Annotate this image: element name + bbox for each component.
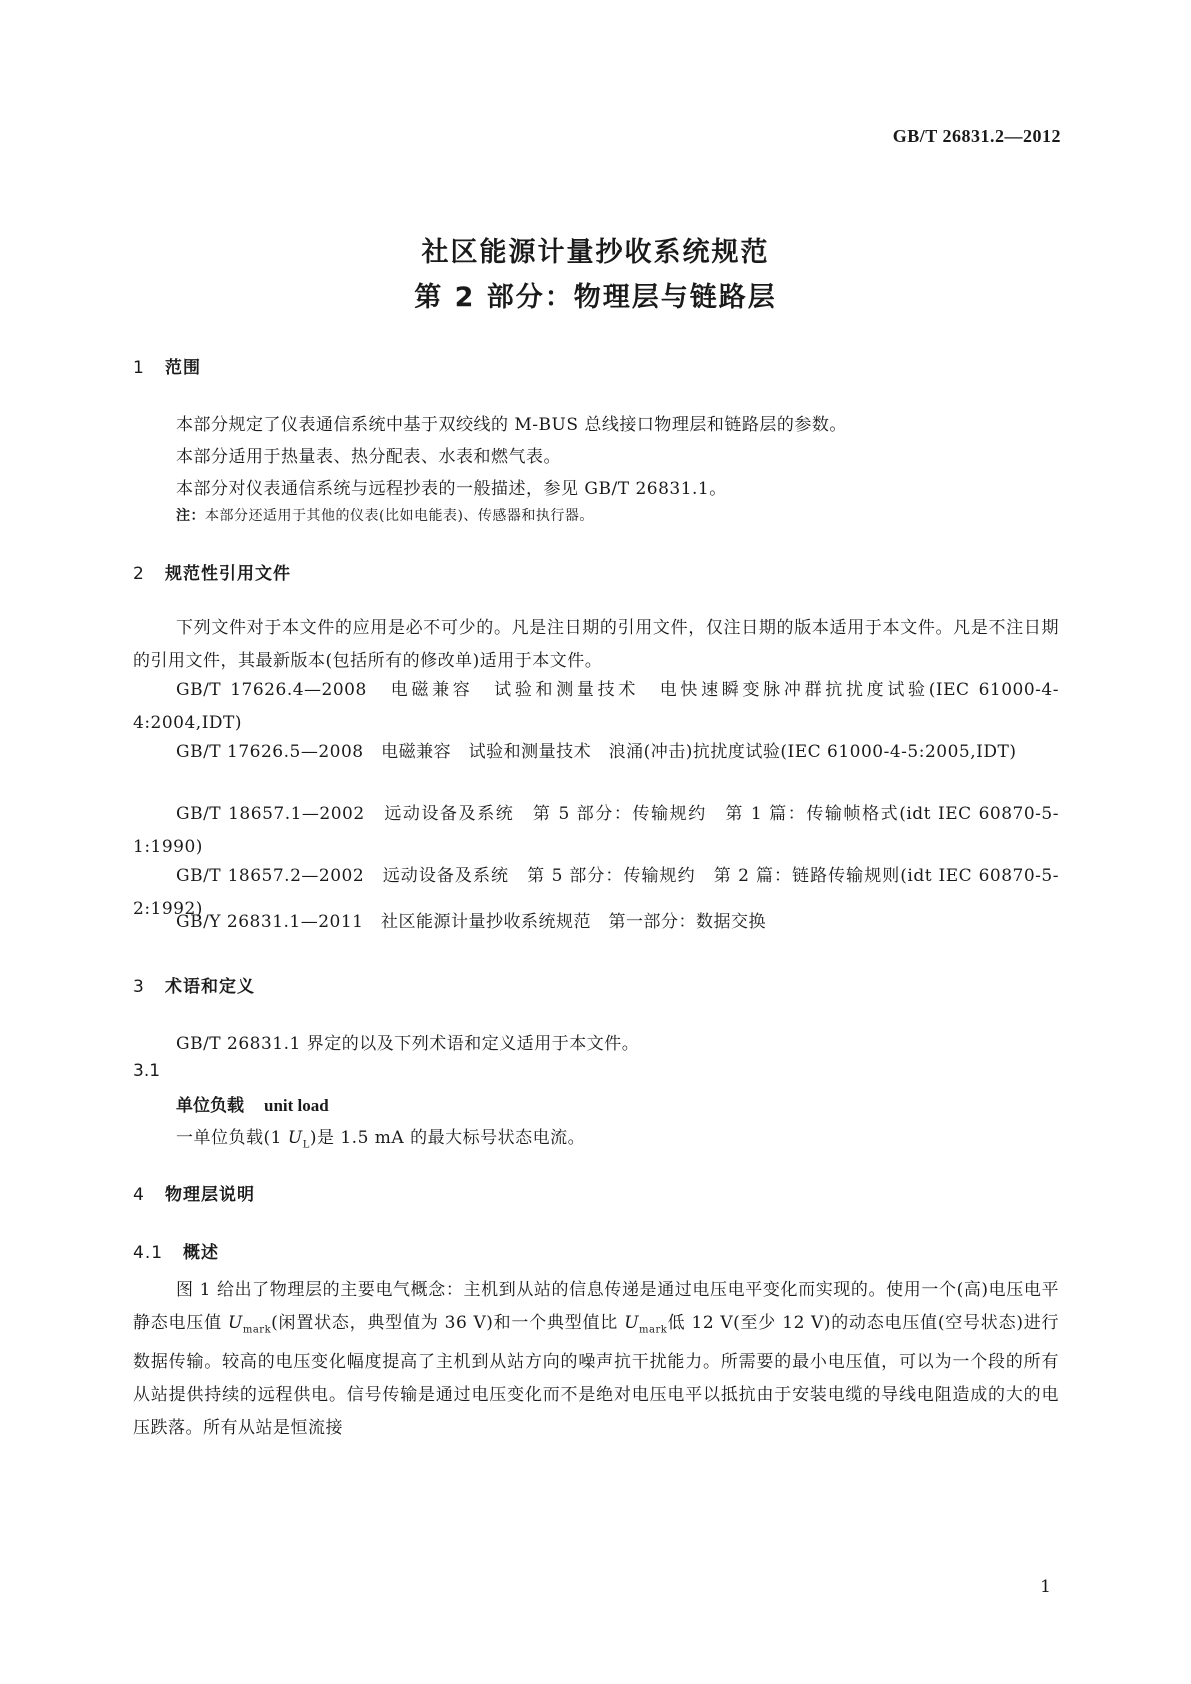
clause-title: 概述 (183, 1243, 219, 1263)
section-number: 2 (133, 564, 145, 584)
symbol-U: U (287, 1128, 303, 1148)
reference-item-4: GB/T 18657.2—2002 远动设备及系统 第 5 部分：传输规约 第 2 篇：链路传输规则(idt IEC 60870-5-2:1992) (133, 866, 1059, 919)
clause-number: 4.1 (133, 1243, 164, 1263)
reference-item-5: GB/Y 26831.1—2011 社区能源计量抄收系统规范 第一部分：数据交换 (176, 912, 766, 932)
term-definition (176, 1123, 585, 1150)
term-chinese: 单位负载 (176, 1096, 244, 1116)
section-1-heading (133, 353, 201, 378)
symbol-subscript-mark: mark (242, 1324, 272, 1336)
section-number: 1 (133, 358, 145, 378)
note-label: 注： (176, 508, 205, 524)
section-2-heading (133, 559, 291, 584)
overview-text-a: 图 1 给出了物理层的主要电气概念：主机到从站的信息传递是通过电压电平变化而实现的。使用一个(高)电压电平静态电压值 (133, 1280, 1059, 1333)
overview-text-b: (闲置状态，典型值为 36 V)和一个典型值比 (271, 1313, 625, 1333)
section-number: 4 (133, 1185, 145, 1205)
reference-item-3: GB/T 18657.1—2002 远动设备及系统 第 5 部分：传输规约 第 1 篇：传输帧格式(idt IEC 60870-5-1:1990) (133, 804, 1059, 857)
symbol-subscript-mark-2: mark (639, 1324, 668, 1336)
note-text: 本部分还适用于其他的仪表(比如电能表)、传感器和执行器。 (205, 508, 594, 524)
terms-intro: GB/T 26831.1 界定的以及下列术语和定义适用于本文件。 (176, 1034, 640, 1054)
scope-paragraph-2: 本部分适用于热量表、热分配表、水表和燃气表。 (176, 447, 561, 467)
definition-text-b: )是 1.5 mA 的最大标号状态电流。 (309, 1128, 586, 1148)
document-title-line2: 第 2 部分：物理层与链路层 (414, 282, 777, 313)
scope-note (176, 505, 594, 525)
section-3-heading (133, 972, 255, 997)
overview-text-c: 低 12 V(至少 12 V)的动态电压值(空号状态)进行数据传输。较高的电压变化幅度提高了主机到从站方向的噪声抗干扰能力。所需要的最小电压值，可以为一个段的所有从站提供持续的远程供电。信号传输是通过电压变化而不是绝对电压电平以抵抗由于安装电缆的导线电阻造成的大的电压跌落。所有从站是恒流接 (133, 1313, 1060, 1439)
term-english: unit load (264, 1096, 329, 1115)
section-title: 范围 (165, 358, 201, 378)
definition-text-a: 一单位负载(1 (176, 1128, 288, 1148)
section-title: 物理层说明 (165, 1185, 255, 1205)
term-entry (176, 1091, 329, 1116)
symbol-U-mark-2: U (624, 1313, 640, 1333)
reference-item-2: GB/T 17626.5—2008 电磁兼容 试验和测量技术 浪涌(冲击)抗扰度试验(IEC 61000-4-5:2005,IDT) (176, 742, 1017, 762)
document-title-line1: 社区能源计量抄收系统规范 (421, 237, 770, 268)
standard-number: GB/T 26831.2—2012 (892, 126, 1061, 146)
clause-4-1-heading (133, 1238, 219, 1263)
section-title: 术语和定义 (165, 977, 255, 997)
section-title: 规范性引用文件 (165, 564, 291, 584)
normative-references-intro: 下列文件对于本文件的应用是必不可少的。凡是注日期的引用文件，仅注日期的版本适用于本文件。凡是不注日期的引用文件，其最新版本(包括所有的修改单)适用于本文件。 (133, 618, 1059, 671)
clause-number-3-1: 3.1 (133, 1061, 161, 1081)
symbol-U-mark: U (228, 1313, 243, 1333)
section-4-heading (133, 1180, 255, 1205)
scope-paragraph-1: 本部分规定了仪表通信系统中基于双绞线的 M-BUS 总线接口物理层和链路层的参数。 (176, 415, 847, 435)
scope-paragraph-3: 本部分对仪表通信系统与远程抄表的一般描述，参见 GB/T 26831.1。 (176, 479, 727, 499)
overview-paragraph (133, 1274, 1059, 1445)
symbol-subscript: L (302, 1139, 310, 1151)
page-number: 1 (1040, 1577, 1051, 1597)
section-number: 3 (133, 977, 145, 997)
reference-item-1: GB/T 17626.4—2008 电磁兼容 试验和测量技术 电快速瞬变脉冲群抗扰度试验(IEC 61000-4-4:2004,IDT) (133, 680, 1059, 733)
